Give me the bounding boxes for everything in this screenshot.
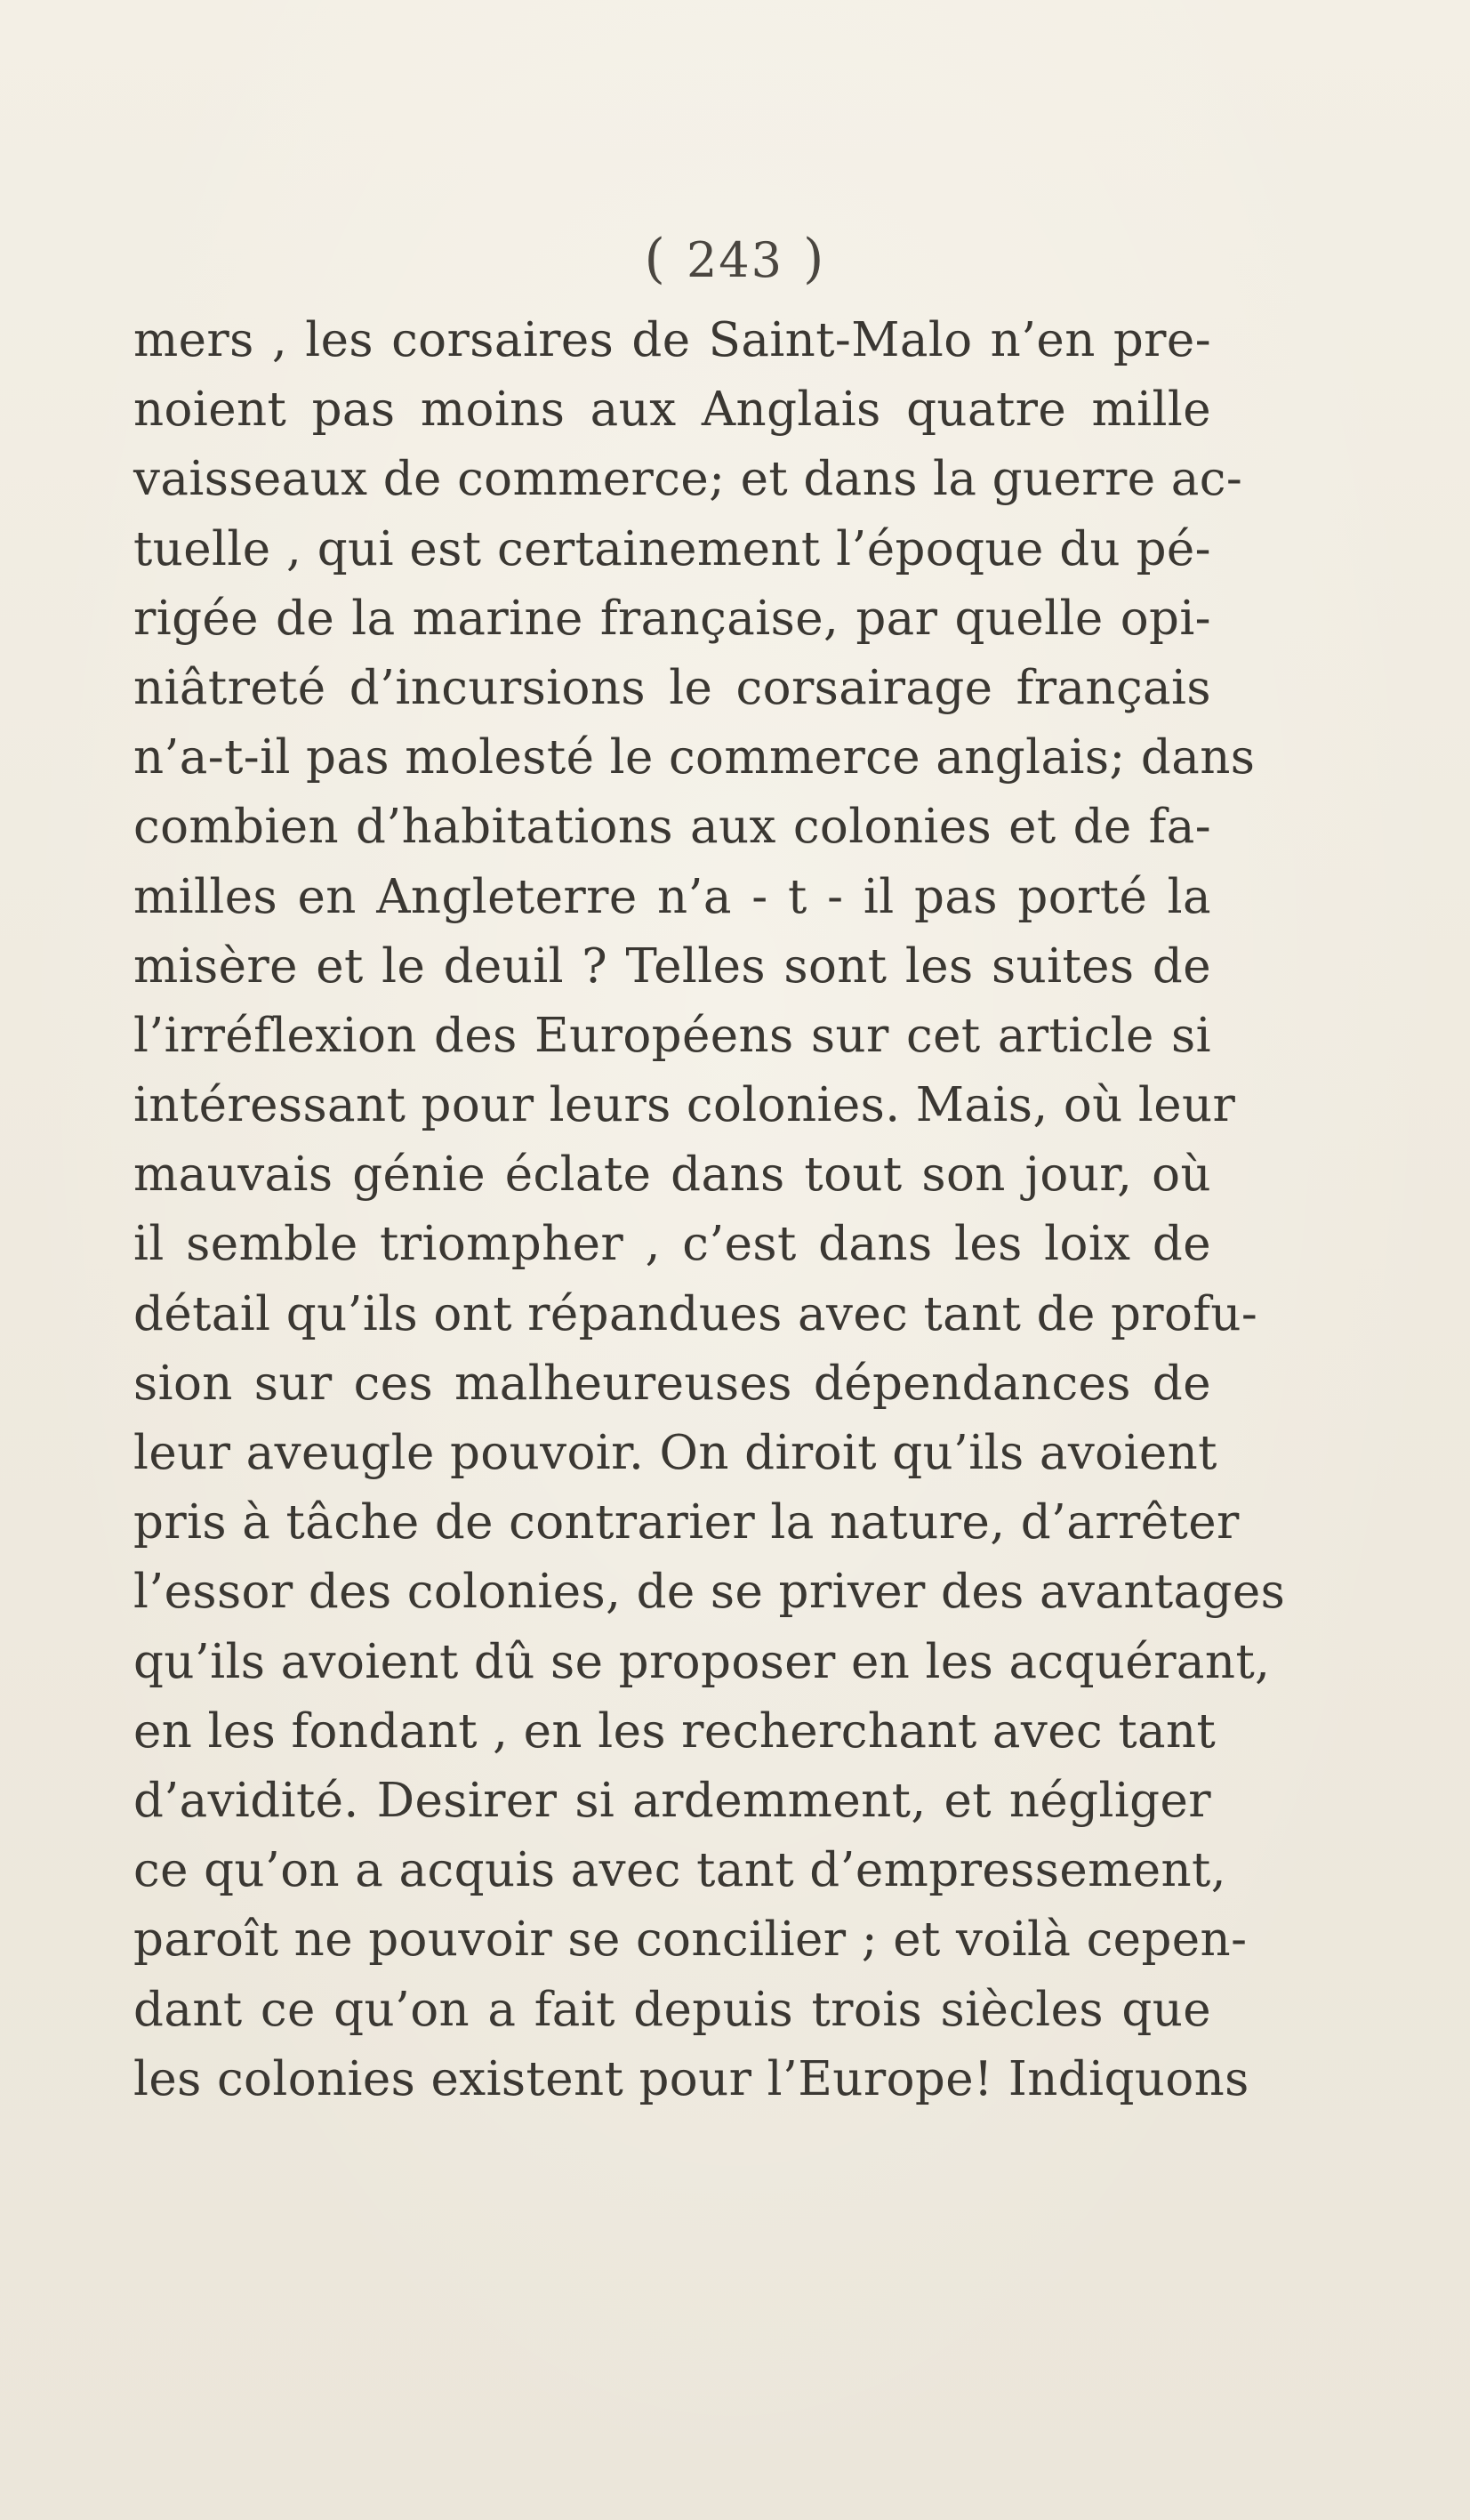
page-number-open-paren: ( — [644, 228, 667, 290]
text-line: pris à tâche de contrarier la nature, d’arrêter — [133, 1495, 1240, 1550]
text-line: vaisseaux de commerce; et dans la guerre ac- — [133, 452, 1243, 507]
text-line: tuelle , qui est certainement l’époque du pé- — [133, 521, 1211, 576]
text-line: sion sur ces malheureuses dépendances de — [133, 1356, 1211, 1411]
page-number-value: 243 — [686, 232, 784, 288]
text-line: d’avidité. Desirer si ardemment, et négliger — [133, 1773, 1211, 1828]
text-line: qu’ils avoient dû se proposer en les acquérant, — [133, 1634, 1271, 1689]
text-line: milles en Angleterre n’a - t - il pas porté la — [133, 869, 1211, 924]
text-line: les colonies existent pour l’Europe! Indiquons — [133, 2051, 1249, 2106]
text-line: l’irréflexion des Européens sur cet article si — [133, 1008, 1211, 1063]
text-line: dant ce qu’on a fait depuis trois siècles que — [133, 1982, 1211, 2037]
body-text — [133, 306, 1286, 2114]
text-line: noient pas moins aux Anglais quatre mille — [133, 382, 1211, 438]
text-line: en les fondant , en les recherchant avec tant — [133, 1703, 1217, 1759]
page-number-close-paren: ) — [803, 228, 826, 290]
text-line: détail qu’ils ont répandues avec tant de profu- — [133, 1286, 1258, 1341]
text-line: misère et le deuil ? Telles sont les suites de — [133, 938, 1211, 994]
page-number — [0, 228, 1470, 290]
text-line: niâtreté d’incursions le corsairage français — [133, 660, 1211, 715]
text-line: ce qu’on a acquis avec tant d’empressement, — [133, 1843, 1226, 1898]
text-line: intéressant pour leurs colonies. Mais, où leur — [133, 1078, 1236, 1133]
text-line: paroît ne pouvoir se concilier ; et voilà cepen- — [133, 1912, 1248, 1968]
text-line: n’a-t-il pas molesté le commerce anglais; dans — [133, 730, 1256, 785]
text-line: mers , les corsaires de Saint-Malo n’en pre- — [133, 313, 1211, 367]
text-line: il semble triompher , c’est dans les loix de — [133, 1217, 1211, 1272]
text-line: combien d’habitations aux colonies et de fa- — [133, 800, 1211, 855]
text-line: rigée de la marine française, par quelle opi- — [133, 591, 1211, 646]
text-line: l’essor des colonies, de se priver des avantages — [133, 1565, 1286, 1620]
text-line: leur aveugle pouvoir. On diroit qu’ils avoient — [133, 1426, 1217, 1480]
text-line: mauvais génie éclate dans tout son jour, où — [133, 1147, 1211, 1203]
